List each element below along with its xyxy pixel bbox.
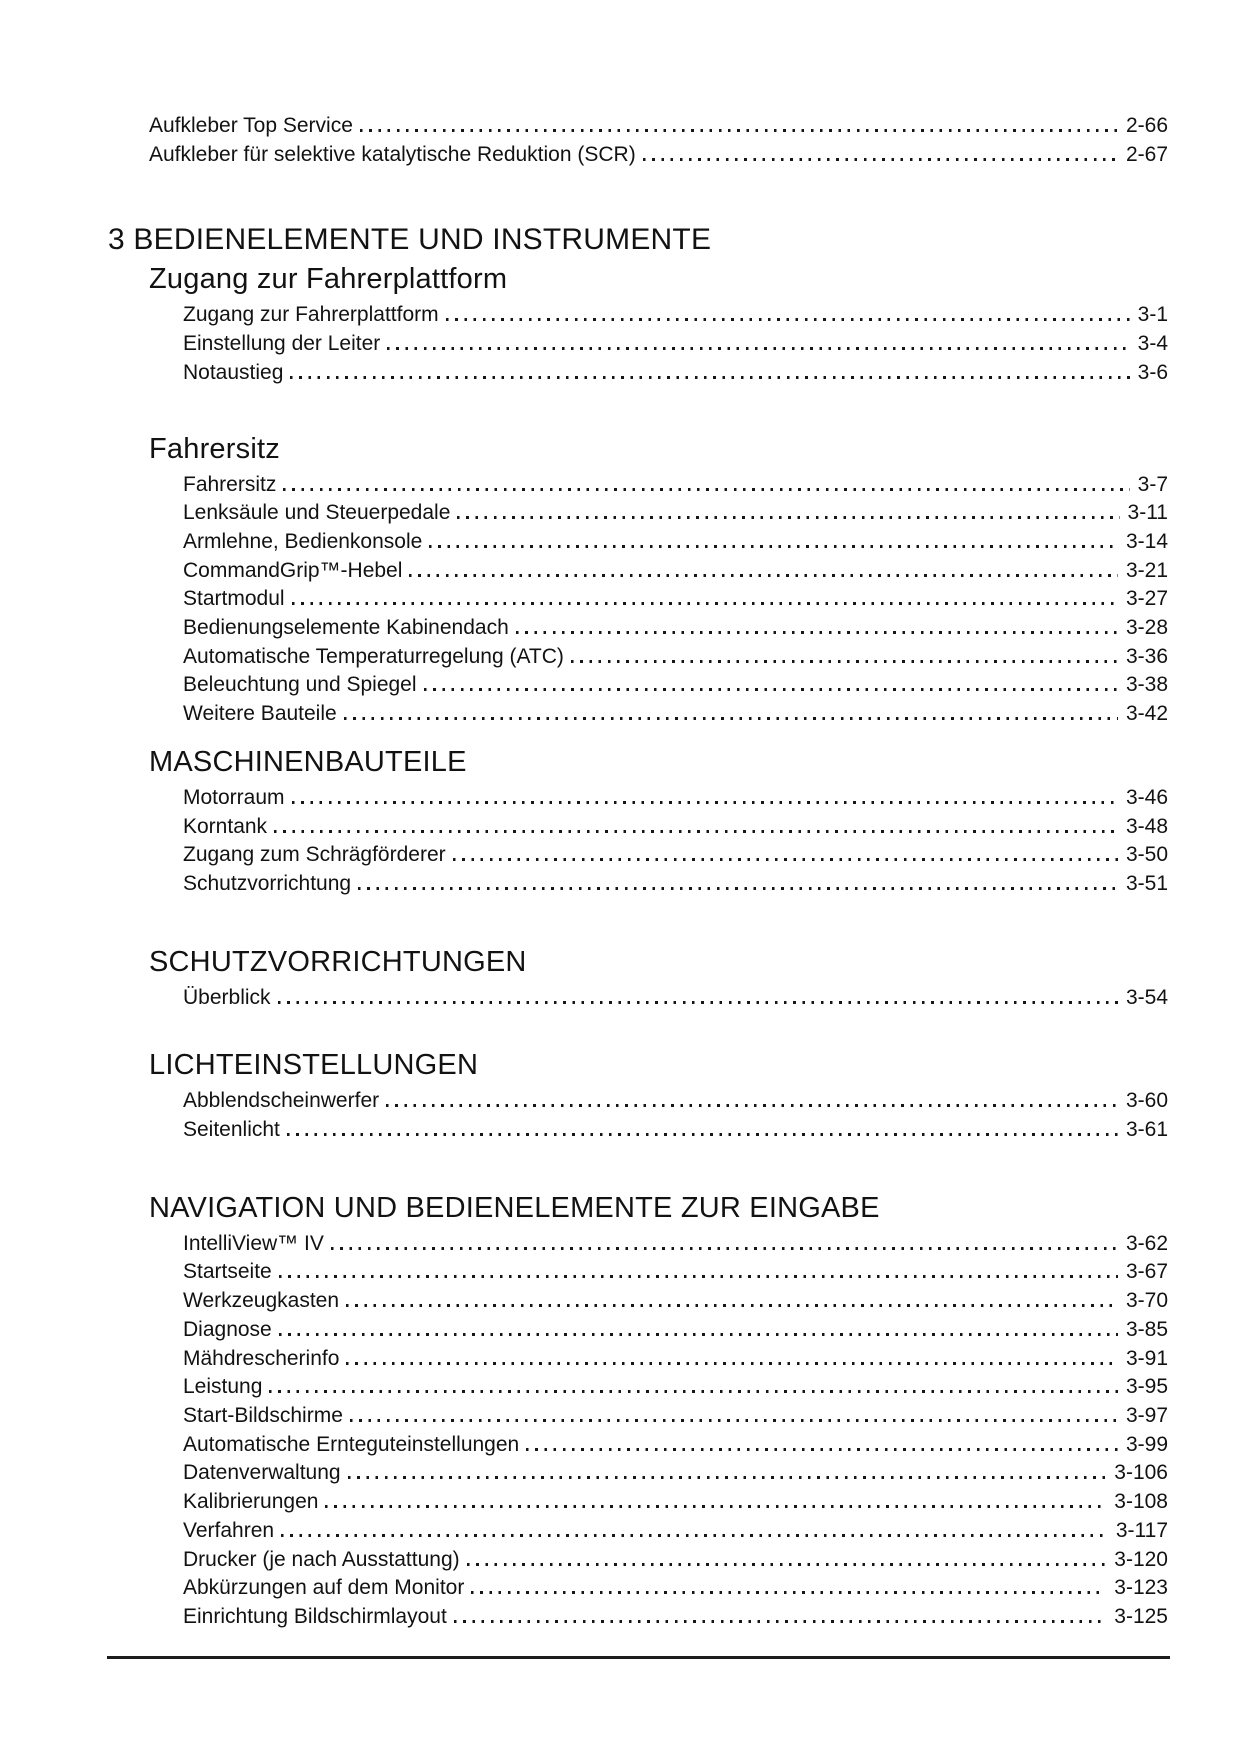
dot-leader	[278, 1001, 1118, 1004]
toc-entry	[108, 1087, 1168, 1116]
toc-entry-label: Diagnose	[183, 1317, 272, 1341]
toc-entry-page-number: 3-62	[1125, 1231, 1168, 1255]
toc-entry-label: Zugang zum Schrägförderer	[183, 843, 446, 867]
dot-leader	[429, 545, 1118, 548]
dot-leader	[344, 717, 1118, 720]
toc-entry	[108, 1517, 1168, 1546]
toc-entry-page-number: 3-42	[1125, 702, 1168, 726]
previous-chapter-entries	[108, 112, 1168, 169]
toc-section	[108, 745, 1168, 899]
dot-leader	[386, 1104, 1118, 1107]
dot-leader	[331, 1247, 1118, 1250]
dot-leader	[279, 1275, 1118, 1278]
toc-entry	[108, 359, 1168, 388]
toc-entry	[108, 1116, 1168, 1145]
toc-entry	[108, 614, 1168, 643]
toc-entry	[108, 1230, 1168, 1259]
toc-entry	[108, 671, 1168, 700]
toc-entry	[108, 700, 1168, 729]
dot-leader	[571, 660, 1118, 663]
toc-entry-label: Aufkleber für selektive katalytische Reduktion (SCR)	[149, 142, 636, 166]
dot-leader	[292, 801, 1118, 804]
toc-entry-page-number: 3-125	[1114, 1604, 1168, 1628]
toc-entry-label: Zugang zur Fahrerplattform	[183, 303, 439, 327]
dot-leader	[287, 1133, 1118, 1136]
toc-entry-label: Beleuchtung und Spiegel	[183, 673, 417, 697]
toc-entry-page-number: 3-14	[1125, 529, 1168, 553]
toc-entry-label: CommandGrip™-Hebel	[183, 558, 403, 582]
dot-leader	[446, 318, 1130, 321]
toc-entry	[108, 471, 1168, 500]
toc-entry-page-number: 3-27	[1125, 587, 1168, 611]
toc-entry-page-number: 3-51	[1125, 871, 1168, 895]
toc-entry	[108, 841, 1168, 870]
toc-entry-page-number: 3-36	[1125, 644, 1168, 668]
toc-entry	[108, 499, 1168, 528]
toc-entry-page-number: 2-67	[1125, 142, 1168, 166]
toc-entry	[108, 643, 1168, 672]
toc-entry-label: Drucker (je nach Ausstattung)	[183, 1547, 460, 1571]
toc-entry-page-number: 2-66	[1125, 114, 1168, 137]
section-heading: Fahrersitz	[149, 432, 280, 465]
dot-leader	[424, 688, 1118, 691]
section-entries	[108, 984, 1168, 1013]
section-entries	[108, 1230, 1168, 1632]
toc-entry-page-number: 3-11	[1127, 501, 1168, 525]
toc-entry-label: IntelliView™ IV	[183, 1231, 324, 1255]
dot-leader	[279, 1333, 1118, 1336]
toc-entry-label: Überblick	[183, 985, 271, 1009]
toc-entry-label: Schutzvorrichtung	[183, 871, 352, 895]
dot-leader	[290, 376, 1129, 379]
dot-leader	[387, 347, 1129, 350]
toc-entry-label: Startmodul	[183, 587, 285, 611]
toc-entry-label: Mähdrescherinfo	[183, 1346, 340, 1370]
toc-entry-label: Leistung	[183, 1375, 263, 1399]
toc-entry	[108, 1287, 1168, 1316]
toc-section	[108, 262, 1168, 387]
toc-entry	[108, 984, 1168, 1013]
toc-sections	[108, 262, 1168, 1631]
toc-section	[108, 432, 1168, 729]
toc-entry-label: Armlehne, Bedienkonsole	[183, 529, 423, 553]
toc-section	[108, 1048, 1168, 1144]
toc-entry-page-number: 3-4	[1137, 332, 1168, 356]
dot-leader	[350, 1419, 1118, 1422]
toc-entry-page-number: 3-117	[1115, 1518, 1168, 1542]
toc-entry	[108, 784, 1168, 813]
section-entries	[108, 471, 1168, 729]
dot-leader	[454, 1620, 1106, 1623]
footer-divider	[107, 1656, 1170, 1659]
toc-entry-label: Motorraum	[183, 785, 285, 809]
toc-entry-page-number: 3-54	[1125, 985, 1168, 1009]
toc-entry-label: Datenverwaltung	[183, 1461, 341, 1485]
toc-entry-label: Einstellung der Leiter	[183, 332, 381, 356]
toc-entry-page-number: 3-67	[1125, 1260, 1168, 1284]
toc-entry	[108, 301, 1168, 330]
toc-entry	[108, 1459, 1168, 1488]
toc-entry	[108, 1258, 1168, 1287]
dot-leader	[643, 158, 1118, 161]
toc-entry-label: Werkzeugkasten	[183, 1289, 340, 1313]
toc-entry	[108, 1488, 1168, 1517]
toc-entry	[108, 1402, 1168, 1431]
chapter-heading: 3 BEDIENELEMENTE UND INSTRUMENTE	[108, 223, 712, 257]
section-entries	[108, 301, 1168, 387]
toc-entry-page-number: 3-97	[1125, 1403, 1168, 1427]
dot-leader	[358, 887, 1118, 890]
toc-entry-label: Korntank	[183, 814, 268, 838]
toc-entry-label: Lenksäule und Steuerpedale	[183, 501, 451, 525]
toc-entry-label: Start-Bildschirme	[183, 1403, 343, 1427]
toc-entry-page-number: 3-1	[1137, 303, 1168, 327]
toc-entry-label: Automatische Temperaturregelung (ATC)	[183, 644, 564, 668]
toc-entry	[108, 330, 1168, 359]
toc-entry	[108, 557, 1168, 586]
toc-entry-label: Abkürzungen auf dem Monitor	[183, 1576, 465, 1600]
toc-entry-page-number: 3-21	[1125, 558, 1168, 582]
toc-entry-label: Einrichtung Bildschirmlayout	[183, 1604, 447, 1628]
toc-entry-page-number: 3-106	[1114, 1461, 1168, 1485]
section-heading: LICHTEINSTELLUNGEN	[149, 1049, 479, 1082]
toc-entry-page-number: 3-28	[1125, 616, 1168, 640]
toc-entry	[108, 585, 1168, 614]
toc-entry-page-number: 3-99	[1125, 1432, 1168, 1456]
dot-leader	[348, 1476, 1107, 1479]
dot-leader	[360, 129, 1118, 132]
toc-entry-label: Abblendscheinwerfer	[183, 1089, 380, 1113]
toc-entry-page-number: 3-120	[1114, 1547, 1168, 1571]
section-heading: Zugang zur Fahrerplattform	[149, 263, 508, 296]
dot-leader	[269, 1390, 1118, 1393]
toc-entry-page-number: 3-61	[1125, 1118, 1168, 1142]
toc-entry	[108, 1574, 1168, 1603]
toc-entry-page-number: 3-50	[1125, 843, 1168, 867]
toc-entry	[108, 870, 1168, 899]
section-entries	[108, 784, 1168, 899]
toc-entry-label: Bedienungselemente Kabinendach	[183, 616, 509, 640]
toc-entry-page-number: 3-38	[1125, 673, 1168, 697]
dot-leader	[467, 1563, 1107, 1566]
toc-entry-label: Weitere Bauteile	[183, 702, 337, 726]
toc-entry-page-number: 3-48	[1125, 814, 1168, 838]
dot-leader	[325, 1505, 1106, 1508]
toc-entry-label: Notaustieg	[183, 360, 284, 384]
dot-leader	[453, 858, 1118, 861]
dot-leader	[281, 1534, 1108, 1537]
toc-entry-page-number: 3-70	[1125, 1289, 1168, 1313]
dot-leader	[471, 1591, 1106, 1594]
toc-entry-label: Verfahren	[183, 1518, 275, 1542]
toc-section	[108, 945, 1168, 1013]
dot-leader	[409, 574, 1118, 577]
toc-entry-page-number: 3-85	[1125, 1317, 1168, 1341]
dot-leader	[457, 516, 1119, 519]
toc-entry-label: Seitenlicht	[183, 1118, 280, 1142]
dot-leader	[526, 1448, 1118, 1451]
dot-leader	[516, 631, 1118, 634]
toc-entry	[108, 1546, 1168, 1575]
dot-leader	[346, 1362, 1118, 1365]
section-heading: NAVIGATION UND BEDIENELEMENTE ZUR EINGABE	[149, 1191, 880, 1224]
toc-entry	[108, 528, 1168, 557]
toc-entry	[108, 112, 1168, 141]
toc-entry	[108, 813, 1168, 842]
section-heading: MASCHINENBAUTEILE	[149, 745, 467, 778]
toc-section	[108, 1191, 1168, 1632]
toc-entry-page-number: 3-108	[1114, 1490, 1168, 1514]
toc-entry-page-number: 3-6	[1137, 360, 1168, 384]
dot-leader	[283, 488, 1129, 491]
toc-entry	[108, 1603, 1168, 1632]
toc-entry-label: Startseite	[183, 1260, 272, 1284]
dot-leader	[274, 830, 1118, 833]
toc-entry	[108, 1373, 1168, 1402]
toc-entry	[108, 1316, 1168, 1345]
toc-entry	[108, 1431, 1168, 1460]
toc-entry-label: Automatische Ernteguteinstellungen	[183, 1432, 520, 1456]
toc-entry-page-number: 3-91	[1125, 1346, 1168, 1370]
toc-entry-page-number: 3-46	[1125, 785, 1168, 809]
toc-entry	[108, 1345, 1168, 1374]
dot-leader	[346, 1304, 1118, 1307]
toc-content	[108, 112, 1168, 1632]
toc-entry-label: Aufkleber Top Service	[149, 114, 353, 137]
toc-entry	[108, 141, 1168, 170]
toc-entry-page-number: 3-95	[1125, 1375, 1168, 1399]
section-heading: SCHUTZVORRICHTUNGEN	[149, 945, 527, 978]
dot-leader	[292, 602, 1118, 605]
toc-entry-label: Kalibrierungen	[183, 1490, 319, 1514]
toc-entry-page-number: 3-7	[1137, 472, 1168, 496]
section-entries	[108, 1087, 1168, 1144]
toc-entry-label: Fahrersitz	[183, 472, 277, 496]
toc-entry-page-number: 3-123	[1114, 1576, 1168, 1600]
toc-entry-page-number: 3-60	[1125, 1089, 1168, 1113]
